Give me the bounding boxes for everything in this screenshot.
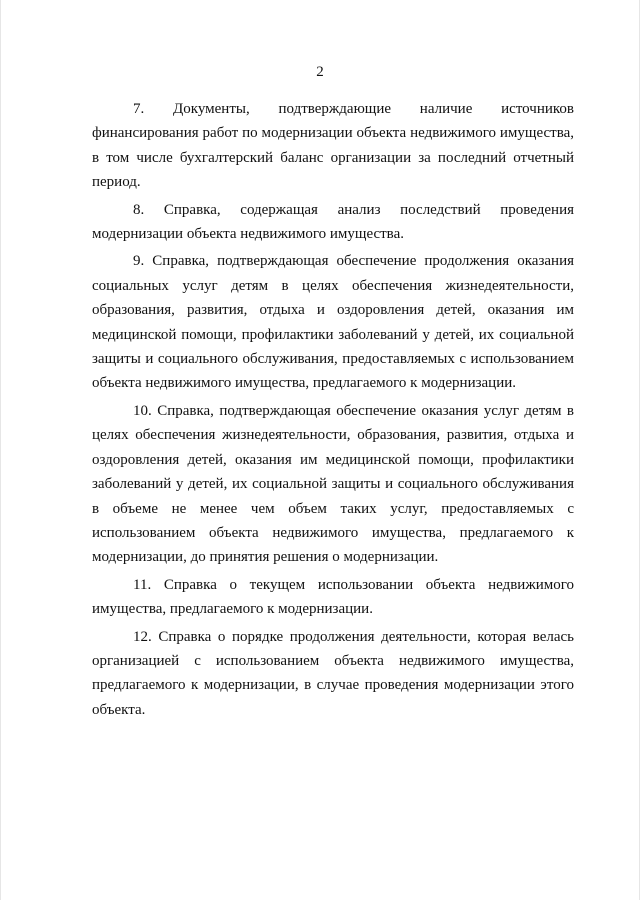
- paragraph-item-8: 8. Справка, содержащая анализ последствий проведения модернизации объекта недвижимого имущества.: [92, 201, 574, 243]
- paragraph-item-7: 7. Документы, подтверждающие наличие источников финансирования работ по модернизации объекта недвижимого имущества, в том числе бухгалтерский баланс организации за последний отчетный период.: [92, 101, 574, 191]
- page-number: 2: [316, 64, 324, 80]
- paragraph-item-11: 11. Справка о текущем использовании объекта недвижимого имущества, предлагаемого к модернизации.: [92, 576, 574, 618]
- document-body: [92, 97, 574, 725]
- paragraph-item-12: 12. Справка о порядке продолжения деятельности, которая велась организацией с использованием объекта недвижимого имущества, предлагаемого к модернизации, в случае проведения модернизации этого объекта.: [92, 628, 574, 718]
- paragraph-item-10: 10. Справка, подтверждающая обеспечение оказания услуг детям в целях обеспечения жизнедеятельности, образования, развития, отдыха и оздоровления детей, оказания им медицинской помощи, профилактики заболеваний у детей, их социальной защиты и социального обслуживания в объеме не менее чем объем таких услуг, предоставляемых с использованием объекта недвижимого имущества, предлагаемого к модернизации, до принятия решения о модернизации.: [92, 402, 574, 566]
- paragraph-item-9: 9. Справка, подтверждающая обеспечение продолжения оказания социальных услуг детям в целях обеспечения жизнедеятельности, образования, развития, отдыха и оздоровления детей, оказания им медицинской помощи, профилактики заболеваний у детей, их социальной защиты и социального обслуживания, предоставляемых с использованием объекта недвижимого имущества, предлагаемого к модернизации.: [92, 253, 574, 392]
